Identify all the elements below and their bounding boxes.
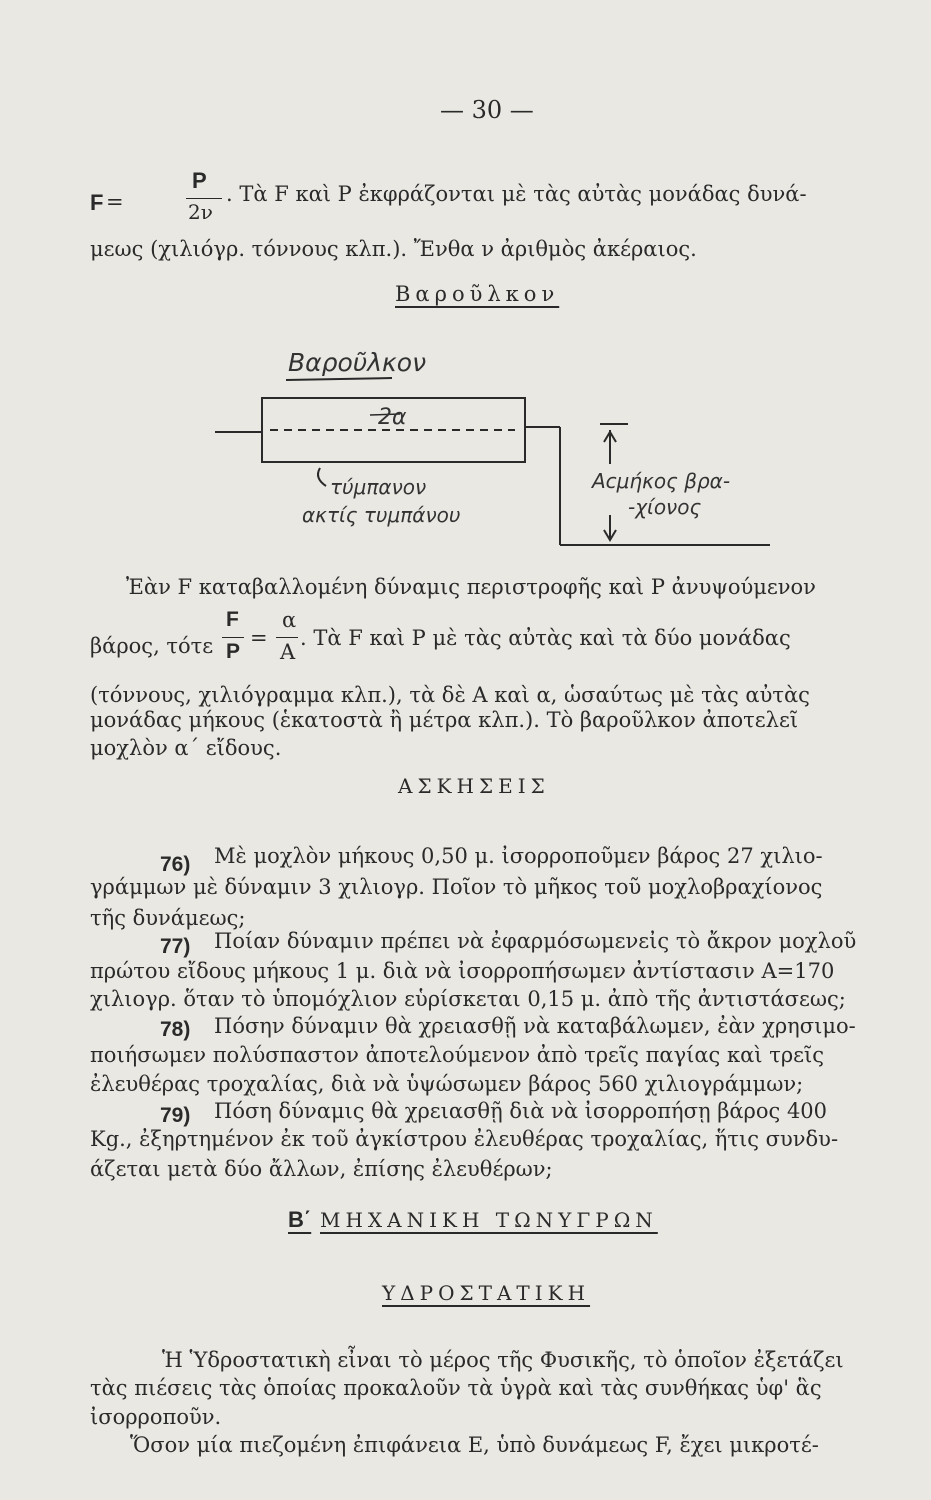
ex76-line2: γράμμων μὲ δύναμιν 3 χιλιογρ. Ποῖον τὸ μῆκος τοῦ μοχλοβραχίονος [90, 875, 823, 899]
formula-numerator: P [192, 168, 207, 193]
heading-askiseis: ΑΣΚΗΣΕΙΣ [398, 774, 550, 798]
ex77-number: 77) [160, 935, 191, 958]
ex78-number: 78) [160, 1018, 191, 1041]
ex76-number: 76) [160, 853, 191, 876]
diagram-title: Βαροῦλκον [288, 348, 427, 377]
para1-line1: Ἐὰν F καταβαλλομένη δύναμις περιστροφῆς καὶ P ἀνυψούμενον [126, 575, 816, 599]
formula-rest: . Τὰ F καὶ P ἐκφράζονται μὲ τὰς αὐτὰς μονάδας δυνά- [226, 182, 807, 206]
ex76-line3: τῆς δυνάμεως; [90, 906, 246, 930]
para1-line5: μοχλὸν α΄ εἴδους. [90, 736, 282, 760]
ex77-line2: πρώτου εἴδους μήκους 1 μ. διὰ νὰ ἰσορροπήσωμεν ἀντίστασιν Α=170 [90, 959, 835, 983]
para1-eq: = [250, 626, 268, 650]
diagram-label-mikos-2: -χίονος [628, 495, 702, 519]
heading-mechaniki: ΜΗΧΑΝΙΚΗ ΤΩΝΥΓΡΩΝ [320, 1208, 658, 1232]
ex79-number: 79) [160, 1104, 191, 1127]
para1-line2-start: βάρος, τότε [90, 634, 214, 658]
diagram-label-mikos-1: Αcμήκος βρα- [592, 469, 731, 493]
diagram-label-2a: 2α [378, 405, 407, 430]
fraction-bar [222, 637, 244, 638]
ex78-line1: Πόσην δύναμιν θὰ χρειασθῇ νὰ καταβάλωμεν, ἐὰν χρησιμο- [214, 1014, 856, 1038]
heading-ydrostatiki: ΥΔΡΟΣΤΑΤΙΚΗ [382, 1281, 591, 1305]
para1-frac1-den: P [226, 640, 241, 663]
heading-b-prefix: Β΄ [288, 1207, 312, 1232]
diagram-label-aktis: ακτίς τυμπάνου [302, 503, 461, 527]
fraction-bar [276, 637, 298, 638]
ex78-line3: ἐλευθέρας τροχαλίας, διὰ νὰ ὑψώσωμεν βάρος 560 χιλιογράμμων; [90, 1072, 804, 1096]
ex78-line2: ποιήσωμεν πολύσπαστον ἀποτελούμενον ἀπὸ τρεῖς παγίας καὶ τρεῖς [90, 1043, 825, 1067]
para2-line3: ἰσορροποῦν. [90, 1405, 222, 1429]
ex76-line1: Μὲ μοχλὸν μήκους 0,50 μ. ἰσορροποῦμεν βάρος 27 χιλιο- [214, 844, 823, 868]
para1-frac2-num: α [282, 608, 297, 632]
para2-line4: Ὅσον μία πιεζομένη ἐπιφάνεια Ε, ὑπὸ δυνάμεως F, ἔχει μικροτέ- [130, 1433, 819, 1457]
ex79-line1: Πόση δύναμις θὰ χρειασθῇ διὰ νὰ ἰσορροπήσῃ βάρος 400 [214, 1099, 828, 1123]
formula-denominator: 2ν [188, 200, 213, 224]
heading-varoulkon: Βαρoῦλκoν [395, 282, 560, 306]
para1-line3: (τόννους, χιλιόγραμμα κλπ.), τὰ δὲ Α καὶ α, ὡσαύτως μὲ τὰς αὐτὰς [90, 683, 810, 707]
line-2: μεως (χιλιόγρ. τόννους κλπ.). Ἔνθα ν ἀριθμὸς ἀκέραιος. [90, 237, 697, 261]
para2-line1: Ἡ Ὑδροστατικὴ εἶναι τὸ μέρος τῆς Φυσικῆς, τὸ ὁποῖον ἐξετάζει [162, 1348, 844, 1372]
para1-frac1-num: F [226, 608, 239, 631]
formula-eq: = [106, 190, 124, 214]
para2-line2: τὰς πιέσεις τὰς ὁποίας προκαλοῦν τὰ ὑγρὰ καὶ τὰς συνθήκας ὑφ' ἃς [90, 1376, 822, 1400]
diagram-label-tympanon: τύμπανον [330, 475, 427, 499]
ex77-line3: χιλιογρ. ὅταν τὸ ὑπομόχλιον εὑρίσκεται 0,15 μ. ἀπὸ τῆς ἀντιστάσεως; [90, 987, 846, 1011]
para1-line2-rest: . Τὰ F καὶ P μὲ τὰς αὐτὰς καὶ τὰ δύο μονάδας [300, 626, 791, 650]
page-number: — 30 — [440, 96, 534, 124]
formula-lhs: F [90, 190, 104, 215]
ex79-line2: Kg., ἐξηρτημένον ἐκ τοῦ ἀγκίστρου ἐλευθέρας τροχαλίας, ἥτις συνδυ- [90, 1127, 839, 1151]
tympanon-arrow [318, 468, 326, 486]
para1-line4: μονάδας μήκους (ἑκατοστὰ ἢ μέτρα κλπ.). Τὸ βαροῦλκον ἀποτελεῖ [90, 708, 799, 732]
ex79-line3: άζεται μετὰ δύο ἄλλων, ἐπίσης ἐλευθέρων; [90, 1157, 553, 1181]
para1-frac2-den: Α [280, 640, 296, 664]
ex77-line1: Ποίαν δύναμιν πρέπει νὰ ἐφαρμόσωμενεἰς τὸ ἄκρον μοχλοῦ [214, 929, 857, 953]
title-underline [286, 378, 392, 380]
